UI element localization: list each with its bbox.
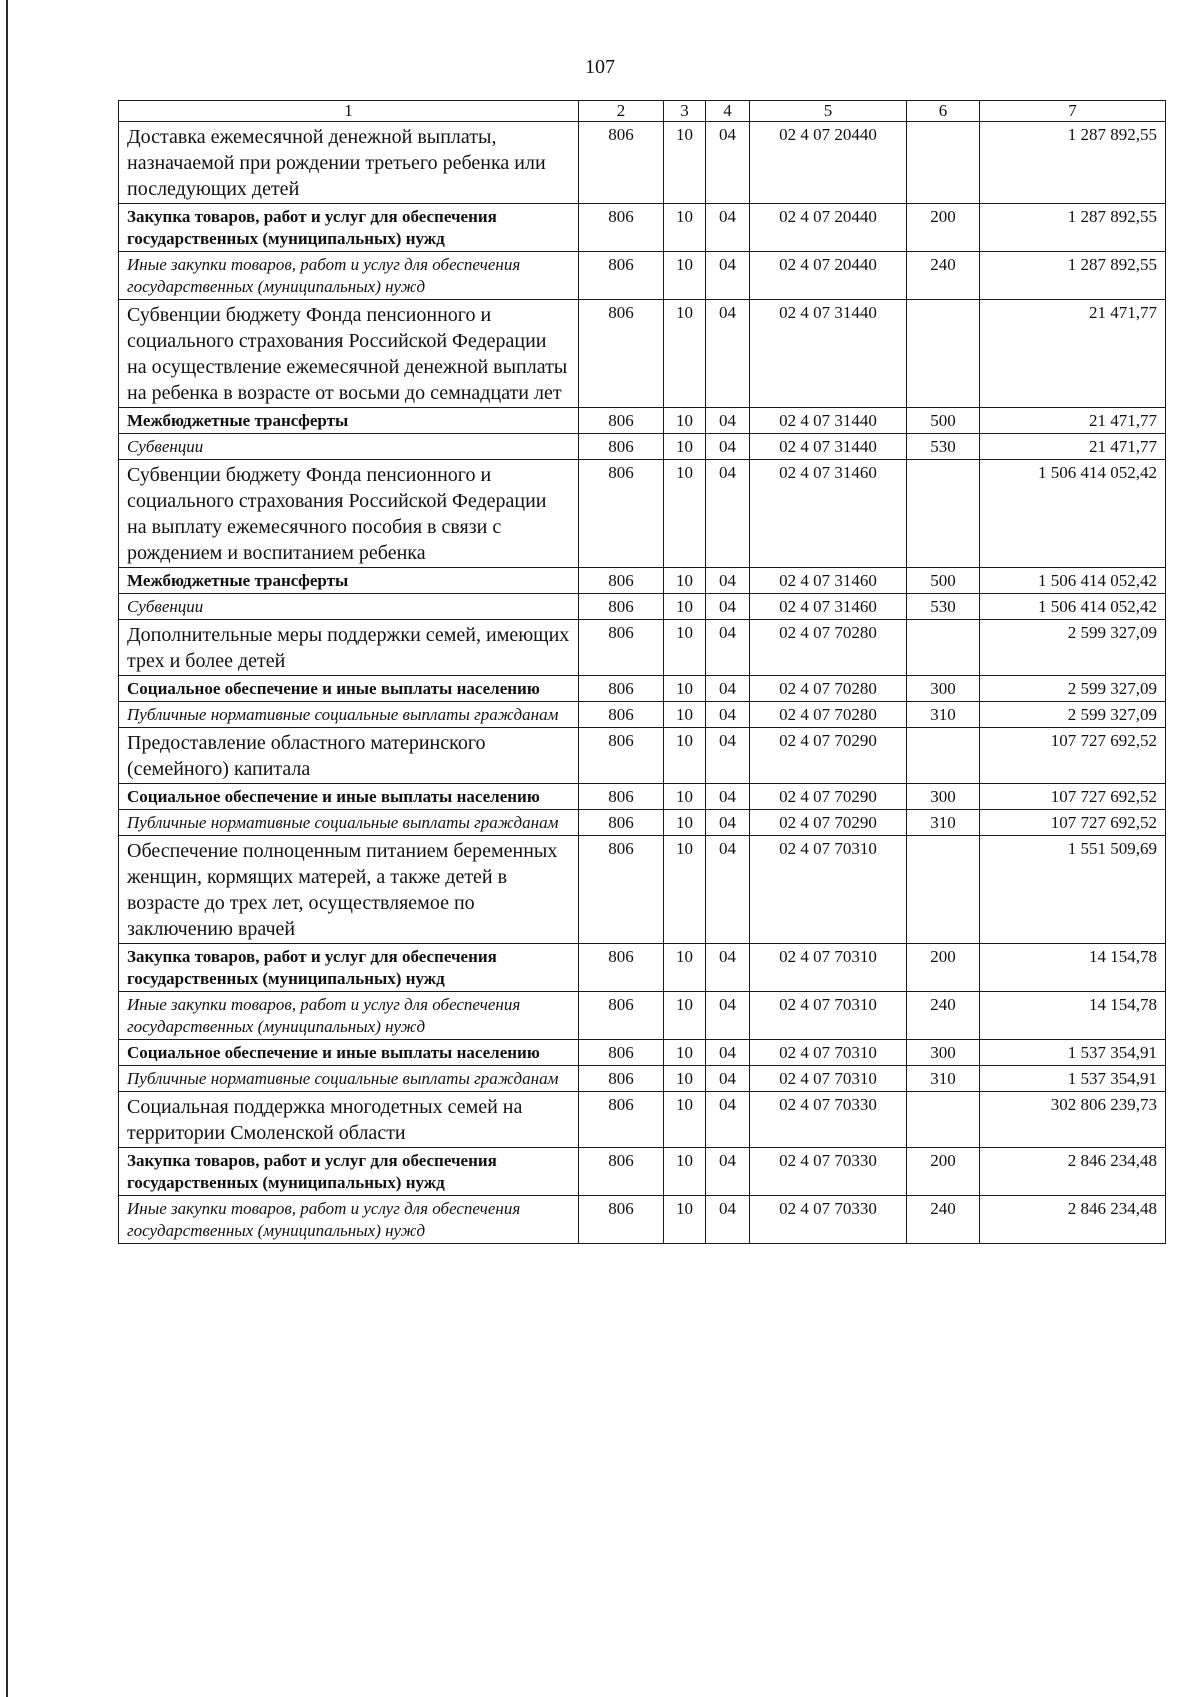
- row-amount-cell: 1 287 892,55: [980, 204, 1166, 252]
- row-section-cell: 10: [664, 434, 706, 460]
- table-row: [119, 1066, 1166, 1092]
- row-amount-cell: 21 471,77: [980, 434, 1166, 460]
- row-subsection-cell: 04: [706, 408, 750, 434]
- row-target-article-cell: 02 4 07 31440: [750, 408, 907, 434]
- row-name-cell: Субвенции: [119, 594, 579, 620]
- row-subsection-cell: 04: [706, 568, 750, 594]
- row-expense-type-cell: 240: [907, 992, 980, 1040]
- row-expense-type-cell: [907, 836, 980, 944]
- row-expense-type-cell: [907, 728, 980, 784]
- row-section-cell: 10: [664, 944, 706, 992]
- row-section-cell: 10: [664, 676, 706, 702]
- row-section-cell: 10: [664, 568, 706, 594]
- row-subsection-cell: 04: [706, 460, 750, 568]
- table-row: [119, 594, 1166, 620]
- row-target-article-cell: 02 4 07 70310: [750, 1066, 907, 1092]
- header-cell: 7: [980, 101, 1166, 122]
- row-ministry-code-cell: 806: [579, 728, 664, 784]
- table-row: [119, 1196, 1166, 1244]
- row-target-article-cell: 02 4 07 31440: [750, 300, 907, 408]
- row-amount-cell: 1 506 414 052,42: [980, 594, 1166, 620]
- row-section-cell: 10: [664, 408, 706, 434]
- row-subsection-cell: 04: [706, 992, 750, 1040]
- row-ministry-code-cell: 806: [579, 408, 664, 434]
- row-name-cell: Социальное обеспечение и иные выплаты населению: [119, 676, 579, 702]
- row-ministry-code-cell: 806: [579, 1092, 664, 1148]
- table-row: [119, 620, 1166, 676]
- header-cell: 5: [750, 101, 907, 122]
- row-name-cell: Межбюджетные трансферты: [119, 568, 579, 594]
- row-subsection-cell: 04: [706, 836, 750, 944]
- row-expense-type-cell: 310: [907, 702, 980, 728]
- row-name-cell: Публичные нормативные социальные выплаты гражданам: [119, 810, 579, 836]
- row-section-cell: 10: [664, 1148, 706, 1196]
- row-ministry-code-cell: 806: [579, 300, 664, 408]
- row-subsection-cell: 04: [706, 784, 750, 810]
- row-amount-cell: 1 287 892,55: [980, 252, 1166, 300]
- row-amount-cell: 302 806 239,73: [980, 1092, 1166, 1148]
- row-subsection-cell: 04: [706, 702, 750, 728]
- scan-edge-line: [6, 0, 8, 1697]
- row-target-article-cell: 02 4 07 70290: [750, 810, 907, 836]
- row-name-cell: Предоставление областного материнского (семейного) капитала: [119, 728, 579, 784]
- row-subsection-cell: 04: [706, 620, 750, 676]
- row-subsection-cell: 04: [706, 434, 750, 460]
- header-cell: 3: [664, 101, 706, 122]
- row-expense-type-cell: 530: [907, 594, 980, 620]
- table-row: [119, 122, 1166, 204]
- row-subsection-cell: 04: [706, 300, 750, 408]
- row-ministry-code-cell: 806: [579, 620, 664, 676]
- row-target-article-cell: 02 4 07 70280: [750, 620, 907, 676]
- row-ministry-code-cell: 806: [579, 122, 664, 204]
- row-name-cell: Субвенции: [119, 434, 579, 460]
- table-row: [119, 1040, 1166, 1066]
- row-subsection-cell: 04: [706, 594, 750, 620]
- header-cell: 6: [907, 101, 980, 122]
- row-section-cell: 10: [664, 300, 706, 408]
- row-ministry-code-cell: 806: [579, 1066, 664, 1092]
- row-ministry-code-cell: 806: [579, 594, 664, 620]
- row-section-cell: 10: [664, 460, 706, 568]
- row-ministry-code-cell: 806: [579, 992, 664, 1040]
- row-subsection-cell: 04: [706, 944, 750, 992]
- row-ministry-code-cell: 806: [579, 434, 664, 460]
- row-name-cell: Закупка товаров, работ и услуг для обеспечения государственных (муниципальных) нужд: [119, 944, 579, 992]
- row-ministry-code-cell: 806: [579, 252, 664, 300]
- row-ministry-code-cell: 806: [579, 460, 664, 568]
- row-section-cell: 10: [664, 992, 706, 1040]
- row-target-article-cell: 02 4 07 70310: [750, 992, 907, 1040]
- row-name-cell: Иные закупки товаров, работ и услуг для обеспечения государственных (муниципальных) нужд: [119, 252, 579, 300]
- row-target-article-cell: 02 4 07 70290: [750, 728, 907, 784]
- row-target-article-cell: 02 4 07 70330: [750, 1092, 907, 1148]
- table-row: [119, 1148, 1166, 1196]
- row-amount-cell: 21 471,77: [980, 408, 1166, 434]
- table-row: [119, 810, 1166, 836]
- row-name-cell: Закупка товаров, работ и услуг для обеспечения государственных (муниципальных) нужд: [119, 1148, 579, 1196]
- row-amount-cell: 21 471,77: [980, 300, 1166, 408]
- row-section-cell: 10: [664, 620, 706, 676]
- row-name-cell: Обеспечение полноценным питанием беременных женщин, кормящих матерей, а также детей в возрасте до трех лет, осуществляемое по заключению врачей: [119, 836, 579, 944]
- row-amount-cell: 2 846 234,48: [980, 1148, 1166, 1196]
- row-amount-cell: 2 846 234,48: [980, 1196, 1166, 1244]
- row-name-cell: Межбюджетные трансферты: [119, 408, 579, 434]
- row-amount-cell: 1 537 354,91: [980, 1040, 1166, 1066]
- row-ministry-code-cell: 806: [579, 1040, 664, 1066]
- table-row: [119, 460, 1166, 568]
- row-amount-cell: 1 551 509,69: [980, 836, 1166, 944]
- row-subsection-cell: 04: [706, 1092, 750, 1148]
- row-section-cell: 10: [664, 784, 706, 810]
- row-target-article-cell: 02 4 07 70310: [750, 944, 907, 992]
- row-amount-cell: 14 154,78: [980, 944, 1166, 992]
- table-row: [119, 204, 1166, 252]
- row-expense-type-cell: 300: [907, 1040, 980, 1066]
- row-section-cell: 10: [664, 728, 706, 784]
- row-expense-type-cell: [907, 300, 980, 408]
- row-section-cell: 10: [664, 122, 706, 204]
- row-section-cell: 10: [664, 1092, 706, 1148]
- row-target-article-cell: 02 4 07 31460: [750, 594, 907, 620]
- row-section-cell: 10: [664, 1196, 706, 1244]
- row-ministry-code-cell: 806: [579, 676, 664, 702]
- table-row: [119, 702, 1166, 728]
- row-expense-type-cell: 500: [907, 568, 980, 594]
- row-target-article-cell: 02 4 07 70330: [750, 1196, 907, 1244]
- row-target-article-cell: 02 4 07 20440: [750, 122, 907, 204]
- budget-table: [118, 100, 1166, 1244]
- table-row: [119, 568, 1166, 594]
- row-subsection-cell: 04: [706, 1148, 750, 1196]
- row-subsection-cell: 04: [706, 676, 750, 702]
- row-name-cell: Социальное обеспечение и иные выплаты населению: [119, 1040, 579, 1066]
- row-name-cell: Субвенции бюджету Фонда пенсионного и социального страхования Российской Федерации на выплату ежемесячного пособия в связи с рождением и воспитанием ребенка: [119, 460, 579, 568]
- row-target-article-cell: 02 4 07 31440: [750, 434, 907, 460]
- row-name-cell: Социальное обеспечение и иные выплаты населению: [119, 784, 579, 810]
- row-ministry-code-cell: 806: [579, 944, 664, 992]
- row-name-cell: Иные закупки товаров, работ и услуг для обеспечения государственных (муниципальных) нужд: [119, 1196, 579, 1244]
- row-amount-cell: 14 154,78: [980, 992, 1166, 1040]
- row-ministry-code-cell: 806: [579, 810, 664, 836]
- row-amount-cell: 107 727 692,52: [980, 810, 1166, 836]
- row-target-article-cell: 02 4 07 31460: [750, 460, 907, 568]
- table-row: [119, 836, 1166, 944]
- row-amount-cell: 1 287 892,55: [980, 122, 1166, 204]
- row-ministry-code-cell: 806: [579, 204, 664, 252]
- row-section-cell: 10: [664, 252, 706, 300]
- table-row: [119, 676, 1166, 702]
- row-subsection-cell: 04: [706, 1040, 750, 1066]
- row-expense-type-cell: 200: [907, 204, 980, 252]
- table-row: [119, 944, 1166, 992]
- row-subsection-cell: 04: [706, 1196, 750, 1244]
- row-expense-type-cell: [907, 460, 980, 568]
- row-amount-cell: 2 599 327,09: [980, 620, 1166, 676]
- row-ministry-code-cell: 806: [579, 1148, 664, 1196]
- table-row: [119, 992, 1166, 1040]
- row-target-article-cell: 02 4 07 70310: [750, 1040, 907, 1066]
- row-name-cell: Социальная поддержка многодетных семей на территории Смоленской области: [119, 1092, 579, 1148]
- row-subsection-cell: 04: [706, 810, 750, 836]
- row-expense-type-cell: [907, 122, 980, 204]
- row-expense-type-cell: 200: [907, 1148, 980, 1196]
- table-row: [119, 434, 1166, 460]
- row-name-cell: Закупка товаров, работ и услуг для обеспечения государственных (муниципальных) нужд: [119, 204, 579, 252]
- row-target-article-cell: 02 4 07 70290: [750, 784, 907, 810]
- row-name-cell: Публичные нормативные социальные выплаты гражданам: [119, 1066, 579, 1092]
- row-expense-type-cell: 200: [907, 944, 980, 992]
- table-row: [119, 252, 1166, 300]
- row-target-article-cell: 02 4 07 70330: [750, 1148, 907, 1196]
- row-target-article-cell: 02 4 07 70280: [750, 676, 907, 702]
- row-ministry-code-cell: 806: [579, 836, 664, 944]
- row-name-cell: Дополнительные меры поддержки семей, имеющих трех и более детей: [119, 620, 579, 676]
- row-section-cell: 10: [664, 1040, 706, 1066]
- row-amount-cell: 1 537 354,91: [980, 1066, 1166, 1092]
- row-expense-type-cell: 310: [907, 810, 980, 836]
- row-name-cell: Иные закупки товаров, работ и услуг для обеспечения государственных (муниципальных) нужд: [119, 992, 579, 1040]
- row-subsection-cell: 04: [706, 252, 750, 300]
- row-amount-cell: 1 506 414 052,42: [980, 568, 1166, 594]
- row-amount-cell: 2 599 327,09: [980, 676, 1166, 702]
- row-expense-type-cell: [907, 620, 980, 676]
- row-section-cell: 10: [664, 1066, 706, 1092]
- row-expense-type-cell: 300: [907, 784, 980, 810]
- row-target-article-cell: 02 4 07 20440: [750, 252, 907, 300]
- row-amount-cell: 1 506 414 052,42: [980, 460, 1166, 568]
- row-section-cell: 10: [664, 836, 706, 944]
- row-amount-cell: 107 727 692,52: [980, 784, 1166, 810]
- row-ministry-code-cell: 806: [579, 1196, 664, 1244]
- row-target-article-cell: 02 4 07 31460: [750, 568, 907, 594]
- row-subsection-cell: 04: [706, 204, 750, 252]
- row-section-cell: 10: [664, 702, 706, 728]
- row-section-cell: 10: [664, 594, 706, 620]
- header-cell: 1: [119, 101, 579, 122]
- row-target-article-cell: 02 4 07 70310: [750, 836, 907, 944]
- row-subsection-cell: 04: [706, 1066, 750, 1092]
- table-row: [119, 784, 1166, 810]
- row-name-cell: Доставка ежемесячной денежной выплаты, назначаемой при рождении третьего ребенка или последующих детей: [119, 122, 579, 204]
- row-target-article-cell: 02 4 07 20440: [750, 204, 907, 252]
- row-target-article-cell: 02 4 07 70280: [750, 702, 907, 728]
- header-cell: 2: [579, 101, 664, 122]
- row-expense-type-cell: [907, 1092, 980, 1148]
- header-cell: 4: [706, 101, 750, 122]
- table-row: [119, 1092, 1166, 1148]
- row-expense-type-cell: 240: [907, 252, 980, 300]
- row-expense-type-cell: 300: [907, 676, 980, 702]
- table-row: [119, 300, 1166, 408]
- row-name-cell: Публичные нормативные социальные выплаты гражданам: [119, 702, 579, 728]
- row-expense-type-cell: 310: [907, 1066, 980, 1092]
- table-row: [119, 408, 1166, 434]
- row-amount-cell: 107 727 692,52: [980, 728, 1166, 784]
- row-expense-type-cell: 240: [907, 1196, 980, 1244]
- row-ministry-code-cell: 806: [579, 702, 664, 728]
- table-header-row: [119, 101, 1166, 122]
- row-subsection-cell: 04: [706, 122, 750, 204]
- row-subsection-cell: 04: [706, 728, 750, 784]
- table-row: [119, 728, 1166, 784]
- row-section-cell: 10: [664, 204, 706, 252]
- row-expense-type-cell: 500: [907, 408, 980, 434]
- row-ministry-code-cell: 806: [579, 784, 664, 810]
- row-name-cell: Субвенции бюджету Фонда пенсионного и социального страхования Российской Федерации на осуществление ежемесячной денежной выплаты на ребенка в возрасте от восьми до семнадцати лет: [119, 300, 579, 408]
- row-expense-type-cell: 530: [907, 434, 980, 460]
- page-number: 107: [585, 56, 615, 78]
- row-amount-cell: 2 599 327,09: [980, 702, 1166, 728]
- row-ministry-code-cell: 806: [579, 568, 664, 594]
- row-section-cell: 10: [664, 810, 706, 836]
